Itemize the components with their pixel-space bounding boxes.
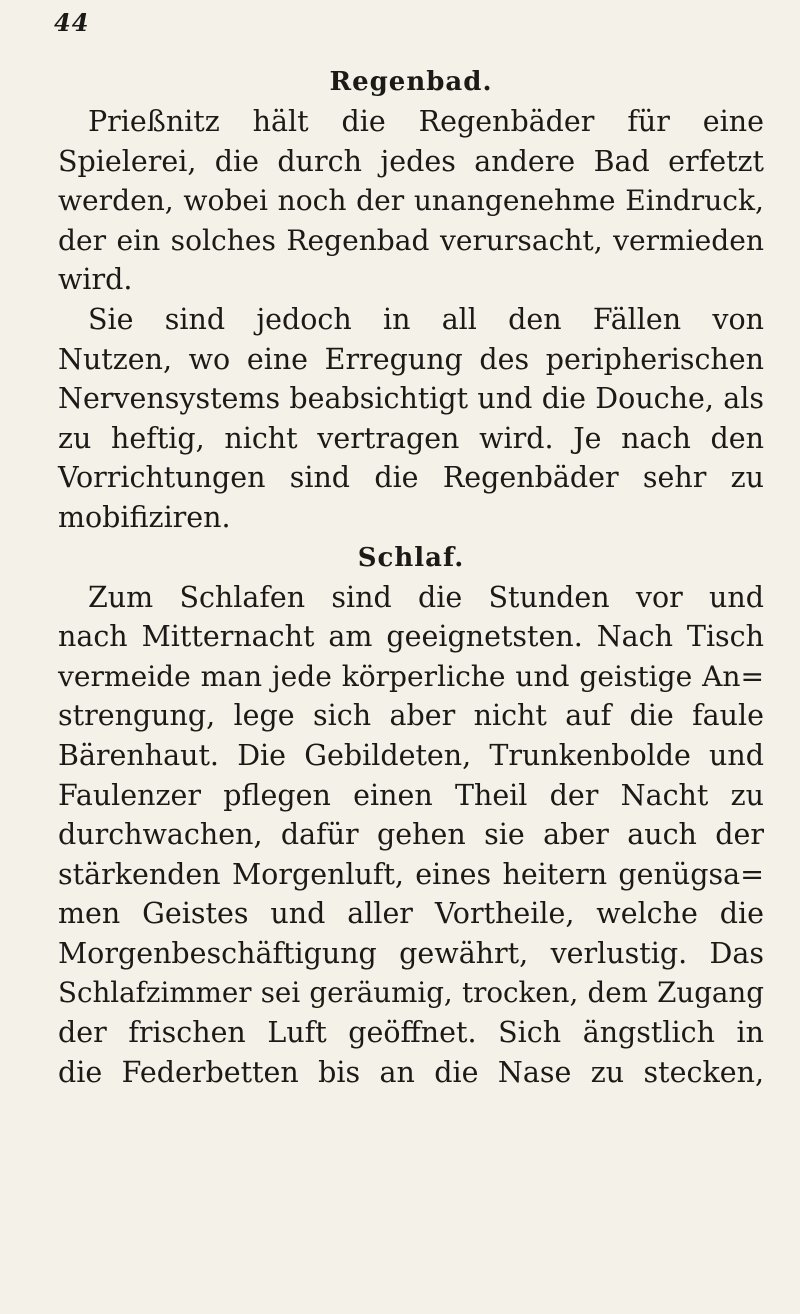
text-line: Zum Schlafen sind die Stunden vor und (88, 580, 764, 614)
text-line: der ein solches Regenbad verursacht, vermieden (58, 223, 764, 257)
text-line: Faulenzer pflegen einen Theil der Nacht zu (58, 778, 764, 812)
text-line: Nutzen, wo eine Erregung des peripherischen (58, 342, 764, 376)
text-block (58, 62, 764, 1092)
section-heading-regenbad: Regenbad. (329, 67, 493, 97)
text-line: durchwachen, dafür gehen sie aber auch der (58, 818, 764, 852)
text-line: mobifiziren. (58, 500, 231, 534)
text-line: Nervensystems beabsichtigt und die Douche, als (58, 382, 764, 416)
text-line: strengung, lege sich aber nicht auf die faule (58, 699, 764, 733)
text-line: Schlafzimmer sei geräumig, trocken, dem Zugang (58, 976, 764, 1010)
text-line: der frischen Luft geöffnet. Sich ängstlich in (58, 1016, 764, 1050)
text-line: nach Mitternacht am geeignetsten. Nach Tisch (58, 620, 764, 654)
paragraph-regenbad-1 (58, 102, 764, 300)
paragraph-schlaf-1 (58, 578, 764, 1093)
text-line: men Geistes und aller Vortheile, welche die (58, 897, 764, 931)
text-line: stärkenden Morgenluft, eines heitern genügsa= (58, 857, 764, 891)
paragraph-regenbad-2 (58, 300, 764, 538)
text-line: Prießnitz hält die Regenbäder für eine (88, 105, 764, 138)
text-line: vermeide man jede körperliche und geistige An= (58, 659, 764, 693)
page-number: 44 (54, 8, 90, 37)
text-line: Vorrichtungen sind die Regenbäder sehr zu (58, 461, 764, 495)
text-line: Sie sind jedoch in all den Fällen von (88, 302, 764, 336)
text-line: die Federbetten bis an die Nase zu stecken, (58, 1055, 764, 1089)
text-line: wird. (58, 263, 133, 297)
text-line: Morgenbeschäftigung gewährt, verlustig. Das (58, 936, 764, 970)
text-line: Bärenhaut. Die Gebildeten, Trunkenbolde und (58, 738, 764, 772)
section-heading-schlaf: Schlaf. (357, 542, 465, 573)
text-line: zu heftig, nicht vertragen wird. Je nach den (58, 421, 764, 455)
text-line: Spielerei, die durch jedes andere Bad erfetzt (58, 144, 764, 178)
text-line: werden, wobei noch der unangenehme Eindruck, (58, 184, 764, 218)
